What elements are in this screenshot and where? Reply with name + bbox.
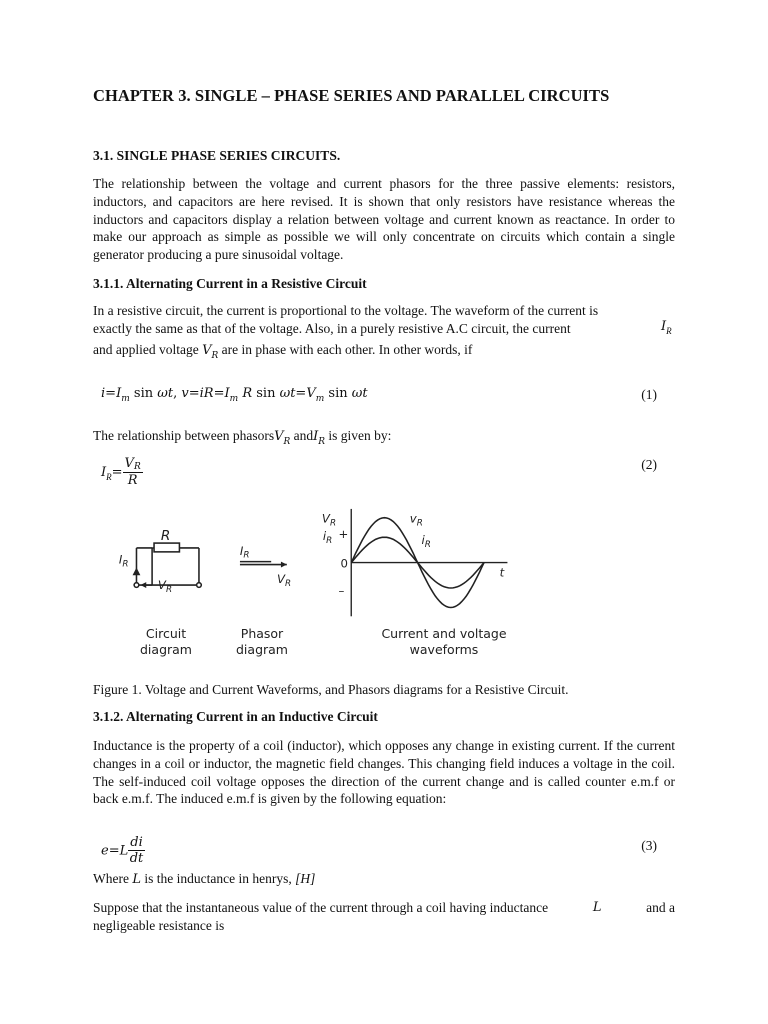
resistive-para-line2-text: exactly the same as that of the voltage. Also, in a purely resistive A.C circuit, the current — [93, 321, 571, 336]
where-line: Where L is the inductance in henrys, [H] — [93, 871, 316, 887]
resistor-label: R — [160, 528, 171, 545]
vr-phasor-label: $V_R$ — [277, 572, 292, 590]
circuit-diagram — [133, 543, 202, 588]
resistive-para-line3: and applied voltage $V_R$ are in phase with each other. In other words, if — [93, 342, 473, 361]
resistor-symbol — [154, 543, 179, 552]
ir-circuit-label: $I_R$ — [118, 552, 129, 570]
ir-phasor-label: $I_R$ — [239, 543, 250, 561]
voltage-symbol-VR: $V_R$ — [202, 343, 219, 361]
relationship-line: The relationship between phasorsV$_R$ andI$_R$ is given by: — [93, 428, 392, 447]
voltage-arrow-icon — [140, 582, 146, 588]
equation-3-number: (3) — [641, 838, 657, 853]
caption-circuit: Circuit diagram — [140, 626, 192, 657]
ir-axis-label: $i_R$ — [322, 529, 333, 547]
caption-waveforms: Current and voltage waveforms — [381, 626, 507, 657]
vr-axis-label: $V_R$ — [321, 511, 337, 529]
equation-1: $i=I_m$ sin ωt, $v=iR=I_m$ R $\sin \omega t=V_m$ sin ωt — [101, 386, 368, 404]
t-axis-label: t — [499, 565, 505, 580]
resistive-para-line2 — [93, 321, 571, 337]
current-symbol-IR: $I_R$ — [661, 319, 672, 336]
ir-curve-label: $i_R$ — [421, 533, 431, 550]
equation-2: $I_R=$ $\frac{VR}{R}$ — [101, 456, 141, 488]
section-3-1-2-paragraph: Inductance is the property of a coil (inductor), which opposes any change in existing current. If the current changes in a coil or inductor, the magnetic field changes. This changing field induces a voltage in the coil. The self-induced coil voltage opposes the direction of the current change and is called counter e.m.f or back e.m.f. The induced e.m.f is given by the following equation: — [93, 738, 675, 807]
phasor-diagram — [240, 562, 287, 568]
minus-label: – — [338, 583, 345, 598]
plus-label: + — [338, 527, 349, 542]
vr-curve-label: $v_R$ — [409, 511, 423, 529]
suppose-line2: negligeable resistance is — [93, 918, 225, 933]
waveform-plot — [351, 509, 507, 616]
section-3-1-2-heading: 3.1.2. Alternating Current in an Inductive Circuit — [93, 709, 378, 724]
section-3-1-heading: 3.1. SINGLE PHASE SERIES CIRCUITS. — [93, 148, 341, 163]
vr-circuit-label: $V_R$ — [157, 577, 173, 595]
section-3-1-paragraph: The relationship between the voltage and current phasors for the three passive elements: resistors, inductors, and capacitors are here revised. It is shown that only resistors have resistance whereas the inductors and capacitors display a relation between voltage and current known as reactance. In order to make our approach as simple as possible we will only concentrate on circuits which contain a single generator producing a pure sinusoidal voltage. — [93, 176, 675, 263]
phasor-arrow-icon — [281, 562, 287, 568]
section-3-1-1-heading: 3.1.1. Alternating Current in a Resistive Circuit — [93, 276, 367, 291]
equation-1-number: (1) — [641, 387, 657, 402]
figure-1-caption: Figure 1. Voltage and Current Waveforms, and Phasors diagrams for a Resistive Circuit. — [93, 682, 569, 697]
resistive-para-line1: In a resistive circuit, the current is proportional to the voltage. The waveform of the current is — [93, 303, 599, 318]
caption-phasor: Phasor diagram — [236, 626, 288, 657]
zero-label: 0 — [340, 556, 348, 571]
equation-3: e=L $\frac{di}{dt}$ — [101, 835, 144, 866]
chapter-title: CHAPTER 3. SINGLE – PHASE SERIES AND PARALLEL CIRCUITS — [93, 86, 610, 105]
suppose-line1: Suppose that the instantaneous value of the current through a coil having inductance L and a — [93, 900, 675, 915]
equation-2-number: (2) — [641, 457, 657, 472]
current-arrow-icon — [133, 567, 141, 575]
